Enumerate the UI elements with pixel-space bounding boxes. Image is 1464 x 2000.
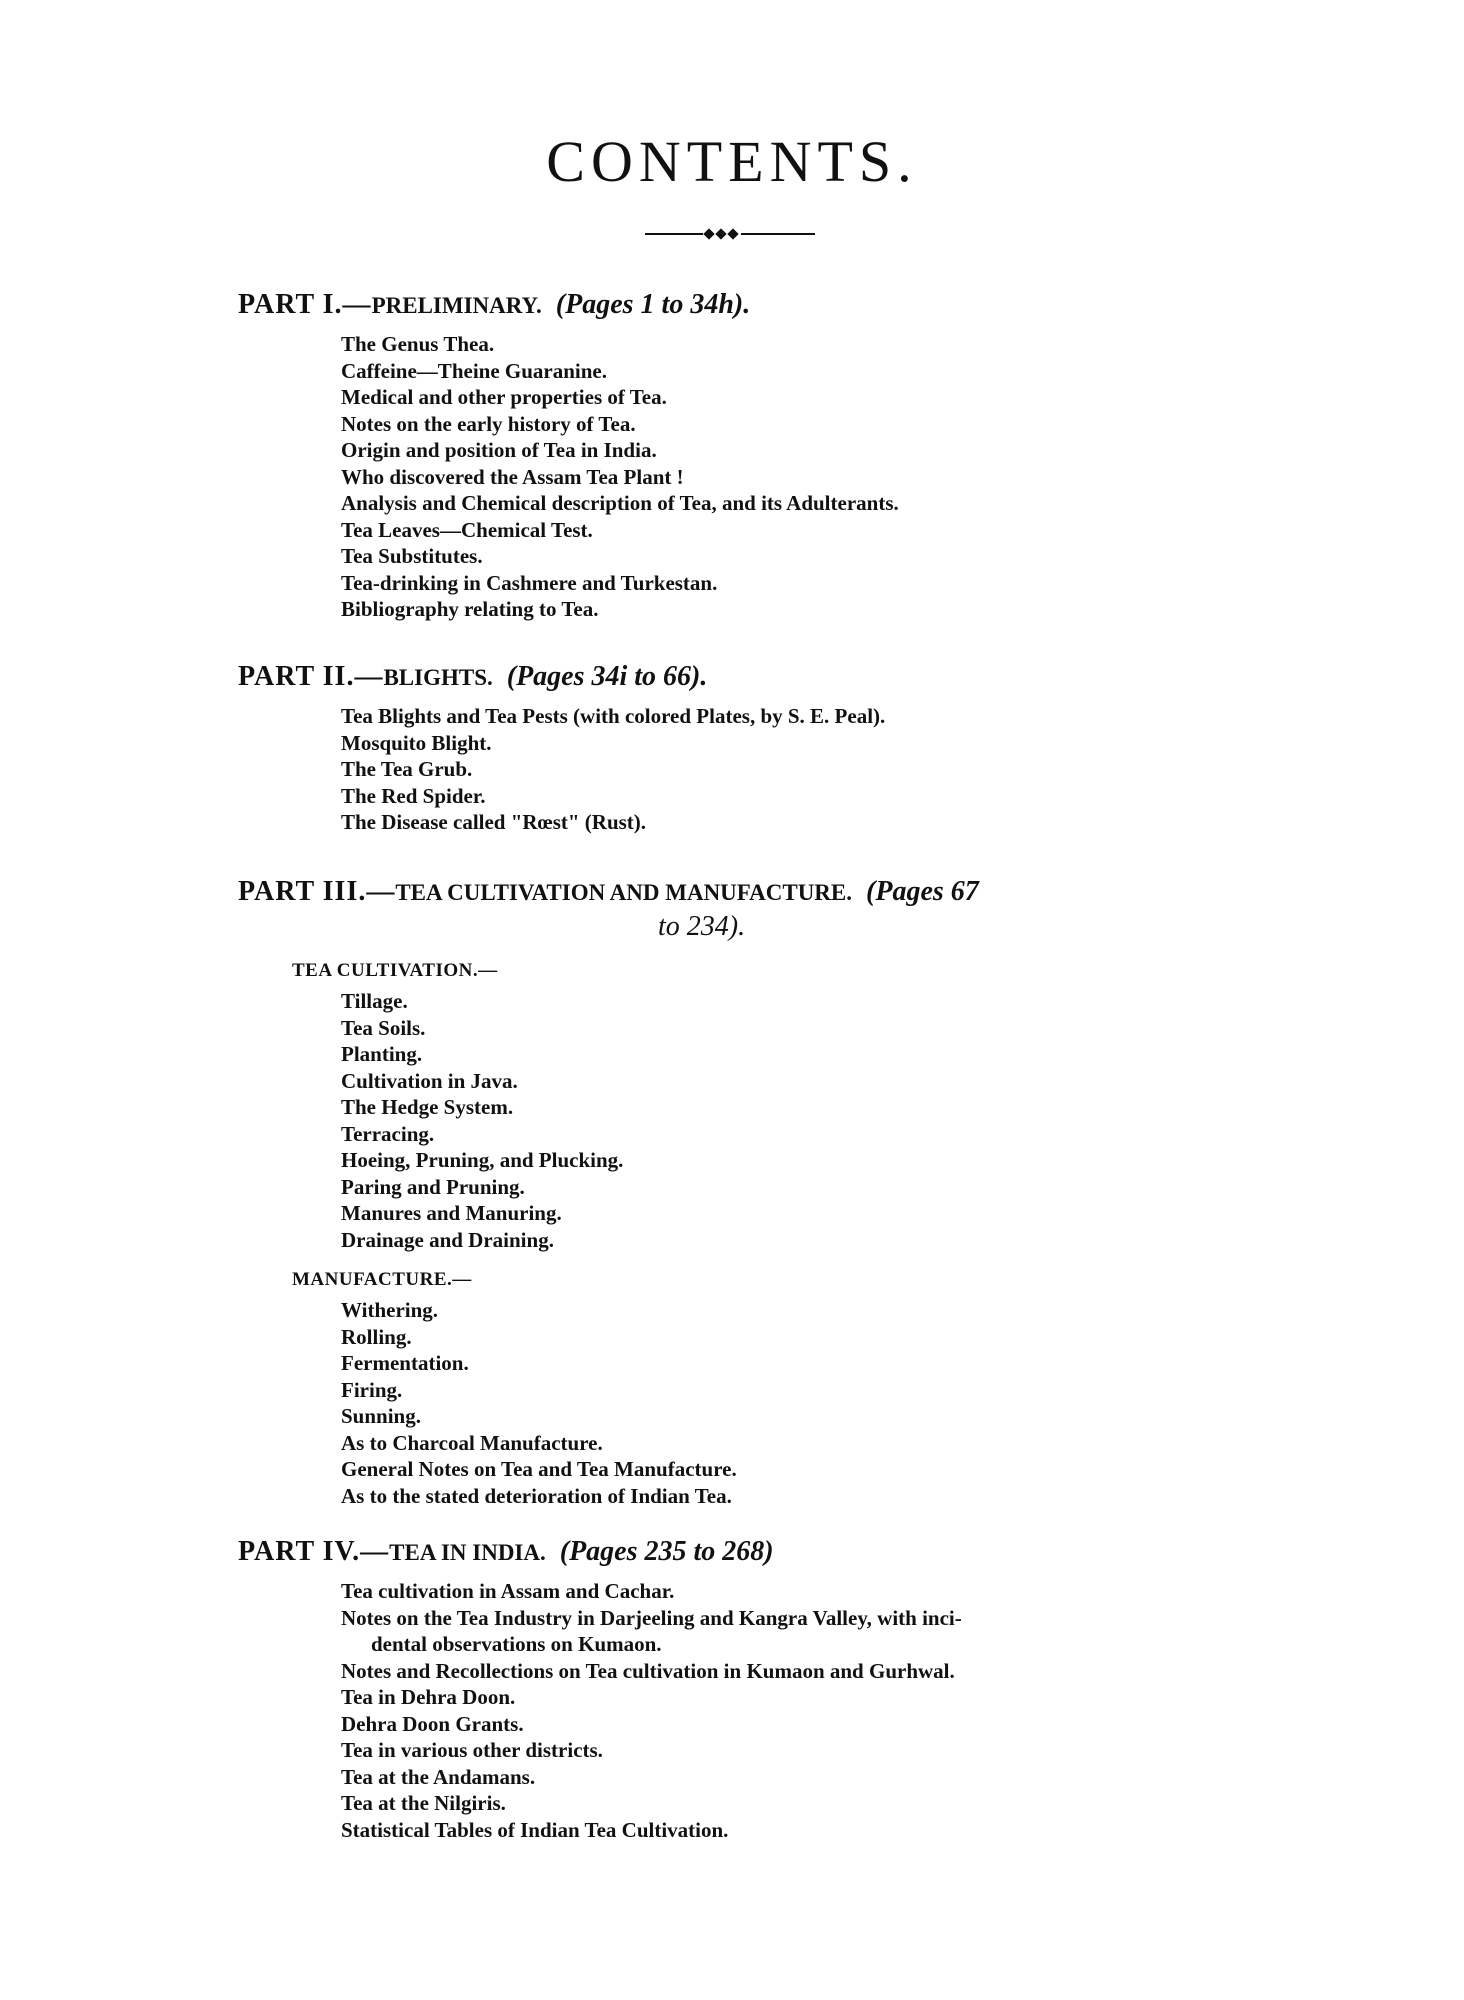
list-item-continuation: dental observations on Kumaon.: [371, 1632, 662, 1656]
list-item[interactable]: Tea cultivation in Assam and Cachar.: [341, 1579, 675, 1603]
list-item[interactable]: Tea Soils.: [341, 1015, 426, 1040]
list-item[interactable]: Tea at the Nilgiris.: [341, 1791, 506, 1815]
part-1-heading[interactable]: [238, 288, 1238, 323]
list-item[interactable]: The Red Spider.: [341, 783, 486, 808]
tea-cultivation-items: [238, 988, 1238, 1253]
list-item[interactable]: Caffeine—Theine Guaranine.: [341, 358, 607, 383]
list-item[interactable]: The Genus Thea.: [341, 332, 495, 356]
list-item[interactable]: Tea Leaves—Chemical Test.: [341, 517, 593, 542]
part-2-items: [238, 703, 1238, 836]
part-3-number: PART III.—: [238, 876, 396, 907]
part-2-pages: (Pages 34i to 66).: [506, 661, 708, 692]
title-ornament-rule: [645, 229, 815, 239]
list-item[interactable]: Who discovered the Assam Tea Plant !: [341, 464, 684, 489]
part-1-number: PART I.—: [238, 289, 372, 320]
part-1: [238, 288, 1238, 623]
list-item[interactable]: Planting.: [341, 1042, 423, 1066]
part-4-items: [238, 1578, 1238, 1843]
list-item[interactable]: Origin and position of Tea in India.: [341, 438, 657, 462]
list-item[interactable]: Medical and other properties of Tea.: [341, 385, 667, 409]
list-item[interactable]: As to the stated deterioration of Indian Tea.: [341, 1483, 732, 1508]
list-item[interactable]: Fermentation.: [341, 1351, 469, 1375]
list-item[interactable]: General Notes on Tea and Tea Manufacture.: [341, 1457, 737, 1481]
part-1-pages: (Pages 1 to 34h).: [555, 289, 751, 320]
part-3-pages-continued: to 234).: [658, 911, 746, 942]
list-item[interactable]: Notes on the Tea Industry in Darjeeling and Kangra Valley, with inci-: [341, 1605, 962, 1630]
list-item[interactable]: Hoeing, Pruning, and Plucking.: [341, 1148, 624, 1172]
part-2-title: BLIGHTS.: [383, 665, 493, 690]
list-item[interactable]: Statistical Tables of Indian Tea Cultivation.: [341, 1817, 729, 1842]
list-item[interactable]: Tea-drinking in Cashmere and Turkestan.: [341, 570, 718, 595]
list-item[interactable]: As to Charcoal Manufacture.: [341, 1430, 603, 1455]
list-item[interactable]: Analysis and Chemical description of Tea, and its Adulterants.: [341, 491, 899, 515]
part-4-number: PART IV.—: [238, 1536, 390, 1567]
part-2-number: PART II.—: [238, 661, 384, 692]
list-item[interactable]: Drainage and Draining.: [341, 1227, 554, 1252]
part-1-title: PRELIMINARY.: [371, 293, 542, 318]
part-1-items: [238, 331, 1238, 623]
part-3-heading[interactable]: [238, 875, 1238, 910]
part-3-pages: (Pages 67: [866, 876, 979, 907]
part-4: [238, 1535, 1238, 1843]
list-item[interactable]: Cultivation in Java.: [341, 1068, 518, 1093]
list-item[interactable]: The Tea Grub.: [341, 757, 473, 781]
list-item[interactable]: Paring and Pruning.: [341, 1174, 525, 1199]
list-item[interactable]: Tea Substitutes.: [341, 544, 483, 568]
list-item[interactable]: The Hedge System.: [341, 1095, 514, 1119]
list-item[interactable]: Firing.: [341, 1377, 403, 1402]
list-item[interactable]: Notes and Recollections on Tea cultivation in Kumaon and Gurhwal.: [341, 1658, 955, 1683]
part-3-title: TEA CULTIVATION AND MANUFACTURE.: [395, 880, 853, 905]
part-4-pages: (Pages 235 to 268): [559, 1536, 774, 1567]
list-item[interactable]: Tea at the Andamans.: [341, 1764, 536, 1789]
list-item[interactable]: Terracing.: [341, 1121, 435, 1146]
list-item[interactable]: Mosquito Blight.: [341, 730, 492, 755]
part-2: [238, 660, 1238, 836]
list-item[interactable]: Tea in various other districts.: [341, 1738, 603, 1762]
list-item[interactable]: Tillage.: [341, 989, 408, 1013]
list-item[interactable]: Tea Blights and Tea Pests (with colored Plates, by S. E. Peal).: [341, 704, 886, 728]
part-4-heading[interactable]: [238, 1535, 1238, 1570]
part-3: [238, 875, 1238, 1509]
part-2-heading[interactable]: [238, 660, 1238, 695]
part-4-title: TEA IN INDIA.: [389, 1540, 546, 1565]
list-item[interactable]: Bibliography relating to Tea.: [341, 597, 599, 621]
list-item[interactable]: Rolling.: [341, 1324, 412, 1349]
page-title: CONTENTS.: [546, 129, 918, 194]
list-item[interactable]: The Disease called "Rœst" (Rust).: [341, 810, 647, 834]
list-item[interactable]: Sunning.: [341, 1404, 421, 1428]
list-item[interactable]: Manures and Manuring.: [341, 1201, 562, 1225]
section-heading-manufacture[interactable]: MANUFACTURE.—: [292, 1269, 472, 1290]
list-item[interactable]: Withering.: [341, 1298, 439, 1322]
list-item[interactable]: Dehra Doon Grants.: [341, 1711, 524, 1736]
section-heading-tea-cultivation[interactable]: TEA CULTIVATION.—: [292, 960, 498, 981]
list-item[interactable]: Tea in Dehra Doon.: [341, 1685, 516, 1709]
list-item[interactable]: Notes on the early history of Tea.: [341, 411, 636, 436]
manufacture-items: [238, 1297, 1238, 1509]
